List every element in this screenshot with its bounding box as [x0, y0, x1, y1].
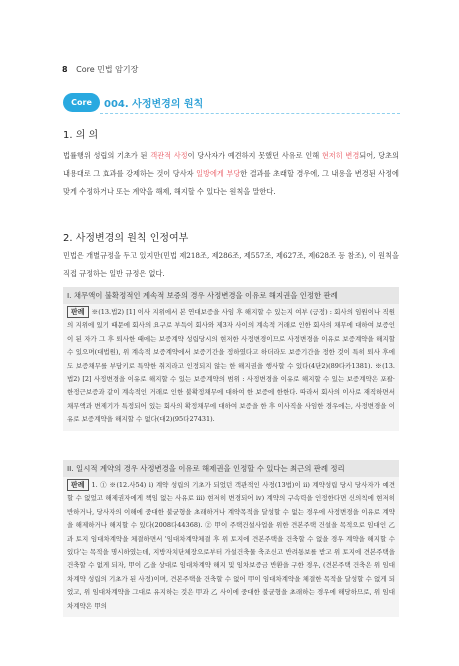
- section1-text: 한 결과를 초래할 경우에, 그 내용을 변경된 사정에 맞게 수정하거나 또는 계약을 해제, 해지할 수 있다는 원칙을 말한다.: [63, 169, 399, 196]
- section1-paragraph: [63, 147, 399, 201]
- case-tag: 판례: [67, 479, 89, 491]
- case-box-1-text: ※(13.법2) [1] 이사 지위에서 본 연대보증을 사임 후 해지할 수 있는지 여부 (긍정) : 회사의 임원이나 직원의 지위에 있기 때문에 회사의 요구로 부득이 회사와 제3자 사이의 계속적 거래로 인한 회사의 채무에 대하여 보증인이 된 자가 그 후 퇴사한 때에는 보증계약 성립당시의 현저한 사정변경이므로 사정변경을 이유로 보증계약을 해지할 수 있으며(대법원), 위 계속적 보증계약에서 보증기간을 정하였다고 하더라도 보증기간을 정한 것이 특히 퇴사 후에도 보증채무를 부담키로 특약한 취지라고 인정되지 않는 한 해지권을 행사할 수 있다(4단2)(89다카1381). ※(13.법2) [2] 사정변경을 이유로 해지할 수 있는 보증계약의 범위 : 사정변경을 이유로 해지할 수 있는 보증계약은 포괄·한정근보증과 같이 계속적인 거래로 인한 불확정채무에 대하여 한 보증에 한한다. 따라서 회사의 이사로 재직하면서 채무액과 변제기가 특정되어 있는 회사의 확정채무에 대하여 보증을 한 후 이사직을 사임한 경우에는, 사정변경을 이유로 보증계약을 해지할 수 없다(대2)(95다27431).: [67, 308, 395, 424]
- section2-heading: 2. 사정변경의 원칙 인정여부: [63, 233, 189, 244]
- section1-highlight: 일방에게 부당: [196, 169, 241, 178]
- core-title: 004. 사정변경의 원칙: [104, 99, 204, 110]
- page-header: [62, 64, 138, 75]
- case-box-2: [63, 460, 399, 617]
- title-divider: [100, 113, 400, 114]
- case-box-2-body: [63, 477, 399, 617]
- book-title: Core 민법 암기장: [76, 65, 139, 74]
- case-box-2-text: 1. ① ※(12.사54) i) 계약 성립의 기초가 되었던 객관적인 사정(13법)이 ii) 계약성립 당시 당사자가 예견할 수 없었고 해제권자에게 책임 없는 사유로 iii) 현저히 변경되어 iv) 계약의 구속력을 인정한다면 신의칙에 현저히 반하거나, 당사자의 이해에 중대한 불균형을 초래하거나 계약목적을 달성할 수 없는 경우에 사정변경을 이유로 계약을 해제하거나 해지할 수 있다(2008다44368). ② 甲이 주택건설사업을 위한 견본주택 건설을 목적으로 임대인 乙과 토지 임대차계약을 체결하면서 '임대차계약체결 후 위 토지에 견본주택을 건축할 수 없을 경우 계약을 해지할 수 있다'는 목적을 명시하였는데, 지방자치단체장으로부터 가설건축물 축조신고 반려통보를 받고 위 토지에 견본주택을 건축할 수 없게 되자, 甲이 乙을 상대로 임대차계약 해지 및 임차보증금 반환을 구한 경우, (견본주택 건축은 위 임대차계약 성립의 기초가 된 사정)이며, 견본주택을 건축할 수 없어 甲이 임대차계약을 체결한 목적을 달성할 수 없게 되었고, 위 임대차계약을 그대로 유지하는 것은 甲과 乙 사이에 중대한 불균형을 초래하는 경우에 해당하므로, 위 임대차계약은 甲의: [67, 481, 395, 610]
- case-box-1: [63, 287, 399, 431]
- section1-heading: 1. 의 의: [63, 130, 99, 141]
- section2-paragraph: 민법은 개별규정을 두고 있지만(민법 제218조, 제286조, 제557조, 제627조, 제628조 등 참조), 이 원칙을 직접 규정하는 일반 규정은 없다.: [63, 251, 399, 278]
- case-box-2-title: II. 일시적 계약의 경우 사정변경을 이유로 해제권을 인정할 수 있다는 최근의 판례 정리: [63, 460, 399, 477]
- section1-text: 되어, 당초의 내용대로 그 효과를 강제하는 것이 당사자: [63, 151, 399, 178]
- case-box-1-title: I. 채무액이 불확정적인 계속적 보증의 경우 사정변경을 이유로 해지권을 인정한 판례: [63, 287, 399, 304]
- core-badge: Core: [63, 93, 100, 112]
- page-number: 8: [62, 65, 68, 74]
- section1-highlight: 현저히 변경: [321, 151, 360, 160]
- case-tag: 판례: [67, 306, 89, 318]
- section1-text: 이 당사자가 예견하지 못했던 사유로 인해: [187, 151, 322, 160]
- case-box-1-body: [63, 304, 399, 431]
- section1-text: 법률행위 성립의 기초가 된: [63, 151, 151, 160]
- section1-highlight: 객관적 사정: [150, 151, 188, 160]
